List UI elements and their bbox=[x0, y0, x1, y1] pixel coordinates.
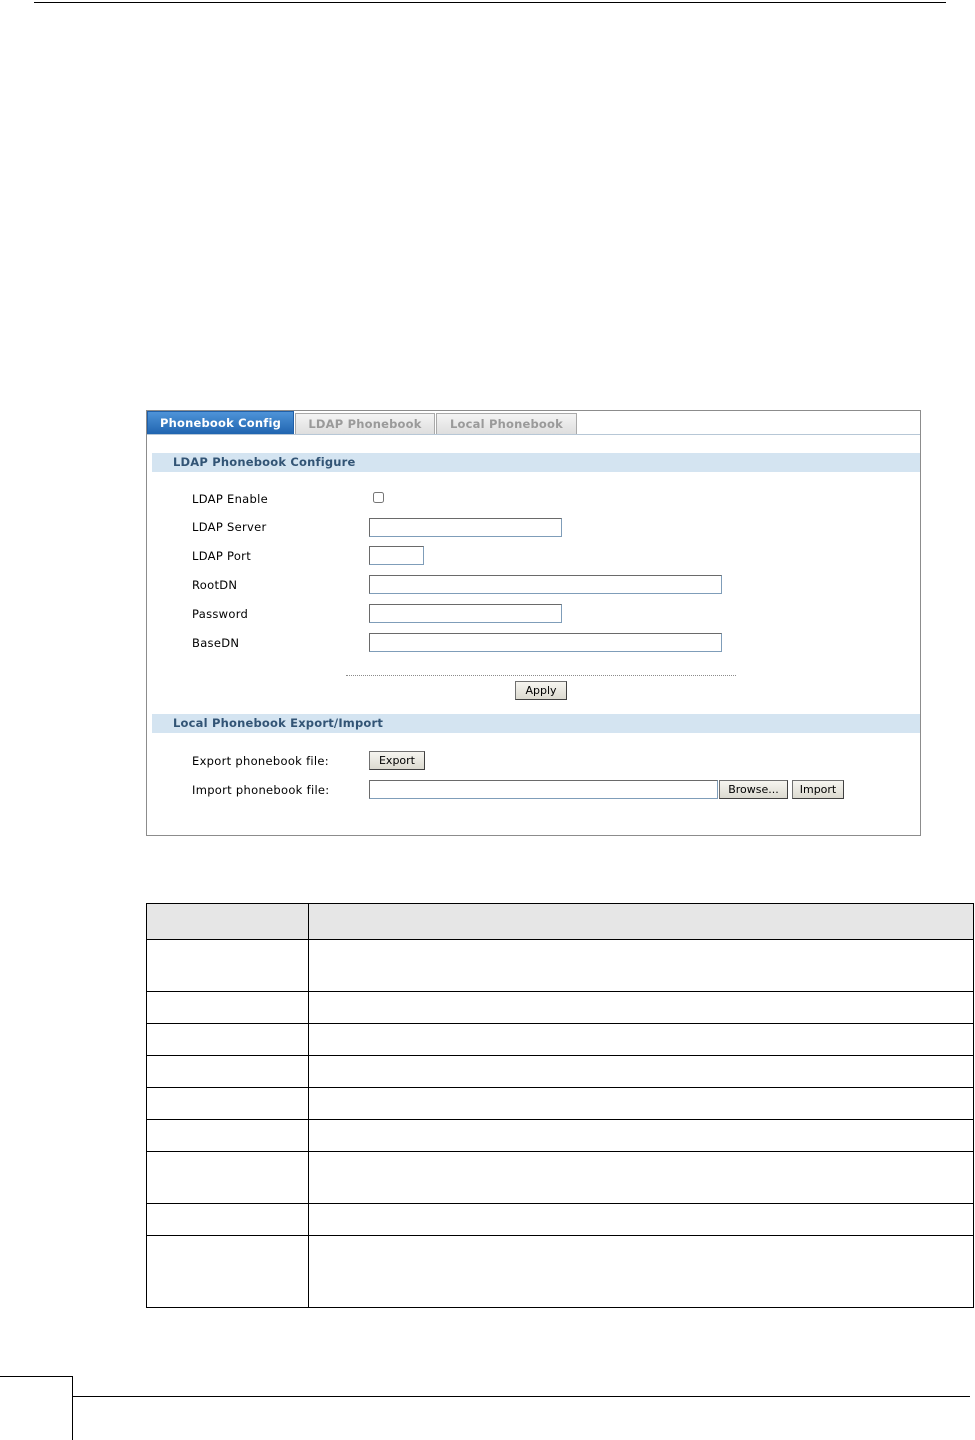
apply-button[interactable]: Apply bbox=[515, 681, 567, 700]
table-cell bbox=[309, 1152, 974, 1204]
table-cell bbox=[309, 940, 974, 992]
table-row bbox=[147, 1152, 974, 1204]
rootdn-input[interactable] bbox=[369, 575, 722, 594]
ldap-server-label: LDAP Server bbox=[192, 520, 267, 534]
tab-ldap-phonebook[interactable]: LDAP Phonebook bbox=[295, 413, 435, 434]
table-cell bbox=[147, 1056, 309, 1088]
page-number-box bbox=[0, 1376, 73, 1440]
table-cell bbox=[309, 1204, 974, 1236]
table-cell bbox=[147, 1024, 309, 1056]
table-cell bbox=[309, 1024, 974, 1056]
table-cell bbox=[147, 1236, 309, 1308]
tab-local-phonebook[interactable]: Local Phonebook bbox=[436, 413, 577, 434]
table-cell bbox=[147, 1120, 309, 1152]
export-phonebook-label: Export phonebook file: bbox=[192, 754, 329, 768]
ldap-section-header: LDAP Phonebook Configure bbox=[152, 453, 920, 472]
table-cell bbox=[147, 1152, 309, 1204]
ldap-enable-label: LDAP Enable bbox=[192, 492, 268, 506]
basedn-label: BaseDN bbox=[192, 636, 240, 650]
footer-rule bbox=[73, 1396, 970, 1397]
apply-separator bbox=[346, 675, 736, 676]
table-cell bbox=[147, 940, 309, 992]
rootdn-label: RootDN bbox=[192, 578, 238, 592]
table-header-cell bbox=[309, 904, 974, 940]
ldap-server-input[interactable] bbox=[369, 518, 562, 537]
table-row bbox=[147, 940, 974, 992]
table-header-row bbox=[147, 904, 974, 940]
table-row bbox=[147, 1088, 974, 1120]
table-row bbox=[147, 1236, 974, 1308]
table-cell bbox=[309, 992, 974, 1024]
basedn-input[interactable] bbox=[369, 633, 722, 652]
top-rule bbox=[34, 2, 946, 3]
table-row bbox=[147, 992, 974, 1024]
table-cell bbox=[309, 1236, 974, 1308]
table-header-cell bbox=[147, 904, 309, 940]
table-cell bbox=[147, 992, 309, 1024]
field-description-table bbox=[146, 903, 974, 1308]
table-cell bbox=[147, 1088, 309, 1120]
import-phonebook-label: Import phonebook file: bbox=[192, 783, 330, 797]
ldap-port-input[interactable] bbox=[369, 546, 424, 565]
table-cell bbox=[309, 1088, 974, 1120]
phonebook-config-panel bbox=[146, 410, 921, 836]
tab-phonebook-config[interactable]: Phonebook Config bbox=[147, 411, 294, 435]
tab-bar bbox=[147, 411, 920, 435]
export-button[interactable]: Export bbox=[369, 751, 425, 770]
import-button[interactable]: Import bbox=[792, 780, 844, 799]
table-cell bbox=[309, 1056, 974, 1088]
password-input[interactable] bbox=[369, 604, 562, 623]
table-row bbox=[147, 1204, 974, 1236]
browse-button[interactable]: Browse... bbox=[719, 780, 788, 799]
table-row bbox=[147, 1024, 974, 1056]
table-cell bbox=[309, 1120, 974, 1152]
table-row bbox=[147, 1120, 974, 1152]
ldap-port-label: LDAP Port bbox=[192, 549, 252, 563]
table-cell bbox=[147, 1204, 309, 1236]
password-label: Password bbox=[192, 607, 249, 621]
ldap-enable-checkbox[interactable] bbox=[373, 492, 384, 503]
local-section-header: Local Phonebook Export/Import bbox=[152, 714, 920, 733]
table-row bbox=[147, 1056, 974, 1088]
import-file-input[interactable] bbox=[369, 780, 718, 799]
